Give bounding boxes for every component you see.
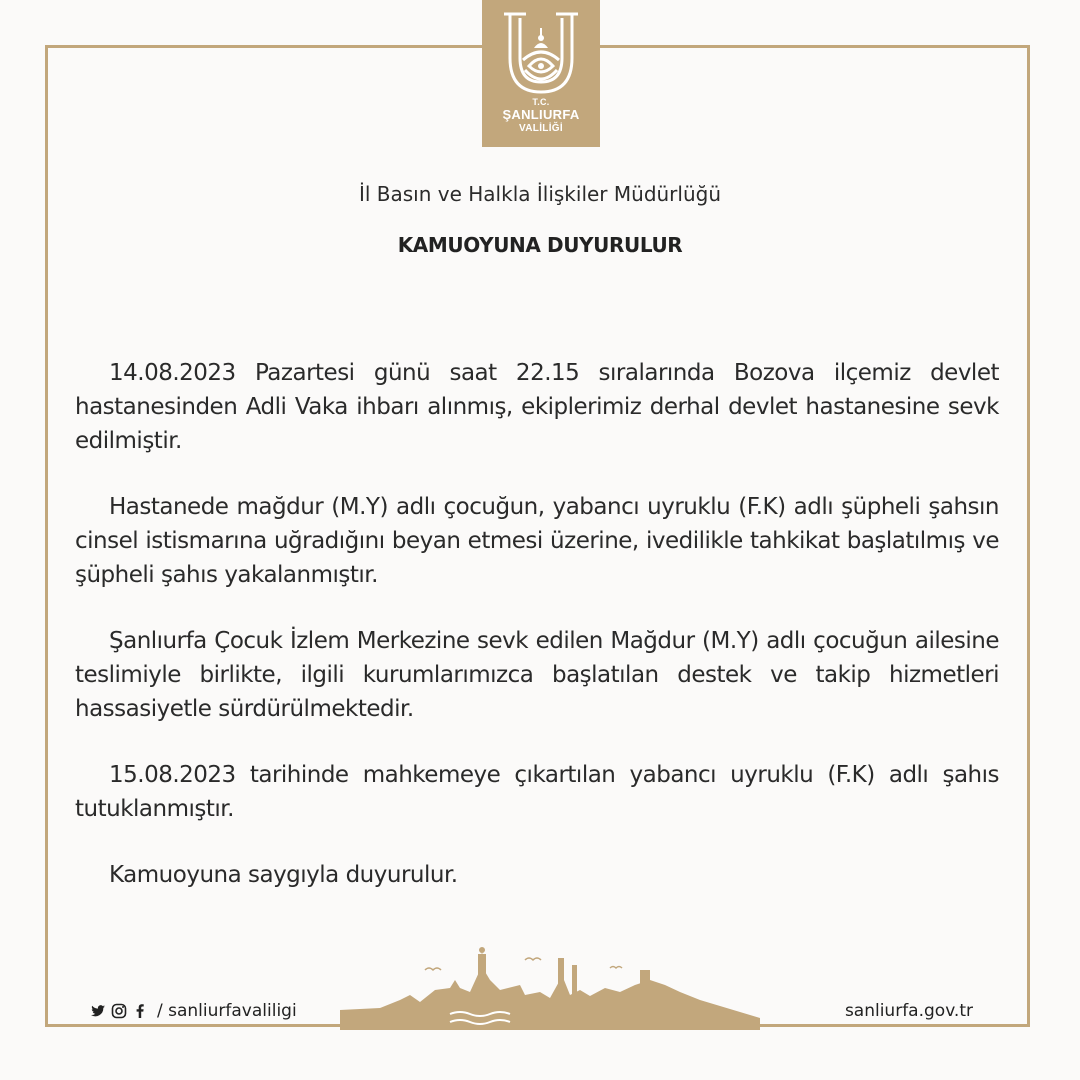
logo-tc-text: T.C. (532, 97, 550, 107)
paragraph-5: Kamuoyuna saygıyla duyurulur. (109, 862, 458, 888)
facebook-icon[interactable] (132, 1003, 148, 1019)
announcement-body (75, 356, 999, 924)
department-name: İl Basın ve Halkla İlişkiler Müdürlüğü (358, 182, 722, 206)
announcement-title: KAMUOYUNA DUYURULUR (397, 233, 683, 257)
paragraph-3: Şanlıurfa Çocuk İzlem Merkezine sevk edilen Mağdur (M.Y) adlı çocuğun ailesine teslimiyle birlikte, ilgili kurumlarımızca başlatılan destek ve takip hizmetleri hassasiyetle sürdürülmektedir. (75, 628, 999, 722)
logo-city-text: ŞANLIURFA (502, 107, 580, 122)
instagram-icon[interactable] (111, 1003, 127, 1019)
paragraph-1: 14.08.2023 Pazartesi günü saat 22.15 sıralarında Bozova ilçemiz devlet hastanesinden Adli Vaka ihbarı alınmış, ekiplerimiz derhal devlet hastanesine sevk edilmiştir. (75, 360, 999, 454)
emblem-icon (496, 8, 586, 100)
city-skyline-illustration (340, 940, 760, 1030)
website-link[interactable]: sanliurfa.gov.tr (844, 1001, 973, 1021)
social-handle[interactable]: / sanliurfavaliligi (157, 1001, 297, 1021)
twitter-icon[interactable] (90, 1003, 106, 1019)
paragraph-2: Hastanede mağdur (M.Y) adlı çocuğun, yabancı uyruklu (F.K) adlı şüpheli şahsın cinsel istismarına uğradığını beyan etmesi üzerine, ivedilikle tahkikat başlatılmış ve şüpheli şahıs yakalanmıştır. (75, 494, 999, 588)
paragraph-4: 15.08.2023 tarihinde mahkemeye çıkartılan yabancı uyruklu (F.K) adlı şahıs tutuklanmıştır. (75, 762, 999, 822)
logo-office-text: VALİLİĞİ (519, 123, 563, 134)
governorship-logo (482, 0, 600, 147)
social-links (90, 1001, 297, 1021)
